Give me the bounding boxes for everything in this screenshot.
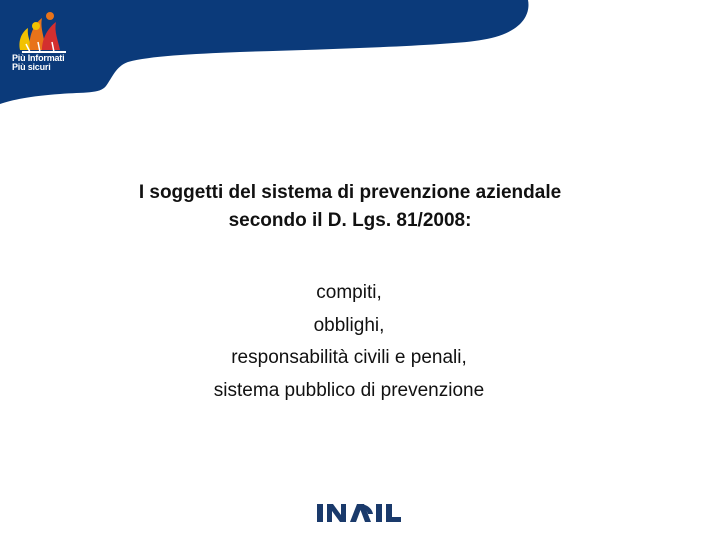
topic-item-obblighi: obblighi, — [313, 314, 385, 336]
topic-item-compiti: compiti, — [316, 282, 382, 303]
title-line-1: I soggetti del sistema di prevenzione aziendale — [138, 182, 562, 203]
title-line-2: secondo il D. Lgs. 81/2008: — [228, 210, 472, 231]
inail-logo — [316, 500, 416, 526]
logo-line-1: Più Informati — [12, 53, 65, 63]
topic-item-sistema-pubblico: sistema pubblico di prevenzione — [213, 379, 485, 401]
slide-title — [0, 179, 700, 235]
header-banner — [0, 0, 720, 110]
logo-text — [12, 54, 64, 72]
topic-list — [0, 277, 698, 407]
topic-item-responsabilita: responsabilità civili e penali, — [231, 347, 467, 368]
logo-line-2: Più sicuri — [12, 62, 51, 72]
